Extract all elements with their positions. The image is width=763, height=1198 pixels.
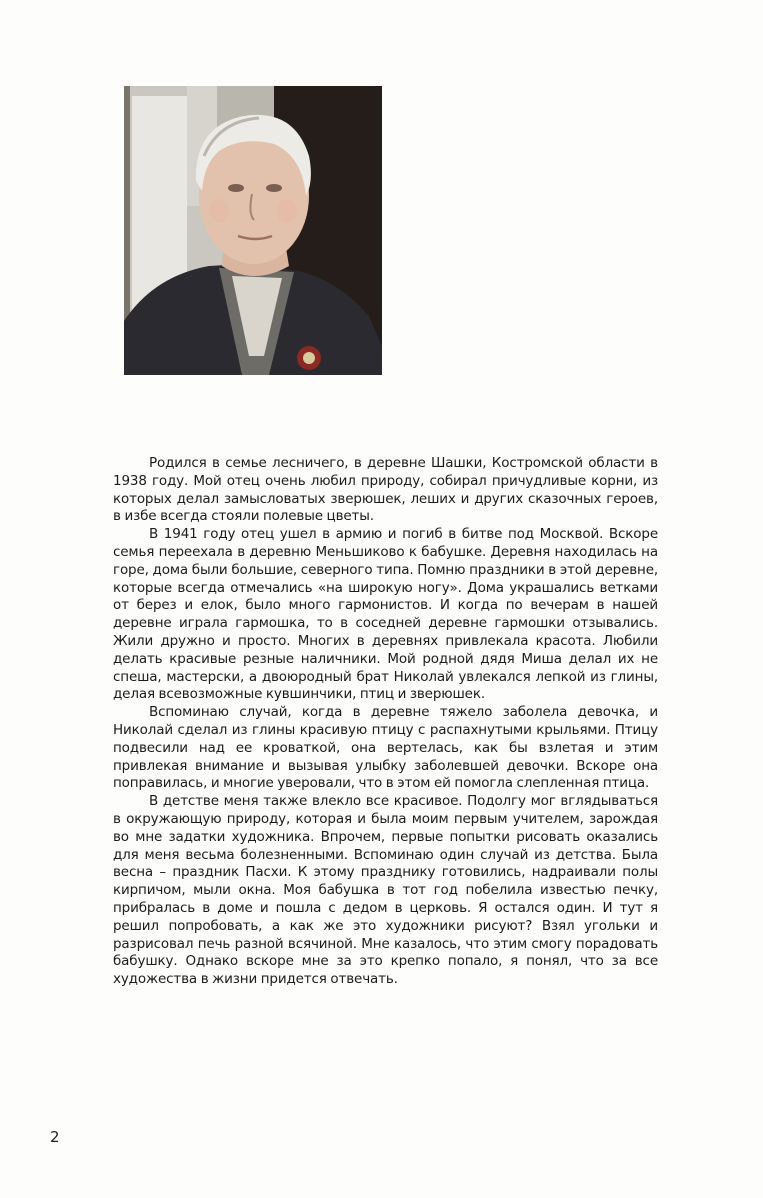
paragraph-4: В детстве меня также влекло все красивое. Подолгу мог вглядываться в окружающую природу, которая и была моим первым учителем, зарождая во мне задатки художника. Впрочем, первые попытки рисовать оказались для меня весьма болезненными. Вспоминаю один случай из детства. Была весна – праздник Пасхи. К этому празднику готовились, надраивали полы кирпичом, мыли окна. Моя бабушка в тот год побелила известью печку, прибралась в доме и пошла с дедом в церковь. Я остался один. И тут я решил попробовать, а как же это художники рисуют? Взял угольки и разрисовал печь разной всячиной. Мне казалось, что этим смогу порадовать бабушку. Однако вскоре мне за это крепко попало, я понял, что за все художества в жизни придется отвечать. xyxy=(113,793,658,988)
portrait-photo xyxy=(124,86,382,375)
biography-text xyxy=(113,455,658,989)
portrait-photo-icon xyxy=(124,86,382,375)
paragraph-1: Родился в семье лесничего, в деревне Шашки, Костромской области в 1938 году. Мой отец очень любил природу, собирал причудливые корни, из которых делал замысловатых зверюшек, леших и других сказочных героев, в избе всегда стояли полевые цветы. xyxy=(113,455,658,525)
paragraph-2: В 1941 году отец ушел в армию и погиб в битве под Москвой. Вскоре семья переехала в деревню Меньшиково к бабушке. Деревня находилась на горе, дома были большие, северного типа. Помню праздники в этой деревне, которые всегда отмечались «на широкую ногу». Дома украшались ветками от берез и елок, было много гармонистов. И когда по вечерам в нашей деревне играла гармошка, то в соседней деревне гармошки отзывались. Жили дружно и просто. Многих в деревнях привлекала красота. Любили делать красивые резные наличники. Мой родной дядя Миша делал их не спеша, мастерски, а двоюродный брат Николай увлекался лепкой из глины, делая всевозможные кувшинчики, птиц и зверюшек. xyxy=(113,526,658,703)
page-number: 2 xyxy=(50,1128,60,1146)
paragraph-3: Вспоминаю случай, когда в деревне тяжело заболела девочка, и Николай сделал из глины красивую птицу с распахнутыми крыльями. Птицу подвесили над ее кроваткой, она вертелась, как бы взлетая и этим привлекая внимание и вызывая улыбку заболевшей девочки. Вскоре она поправилась, и многие уверовали, что в этом ей помогла слепленная птица. xyxy=(113,704,658,792)
